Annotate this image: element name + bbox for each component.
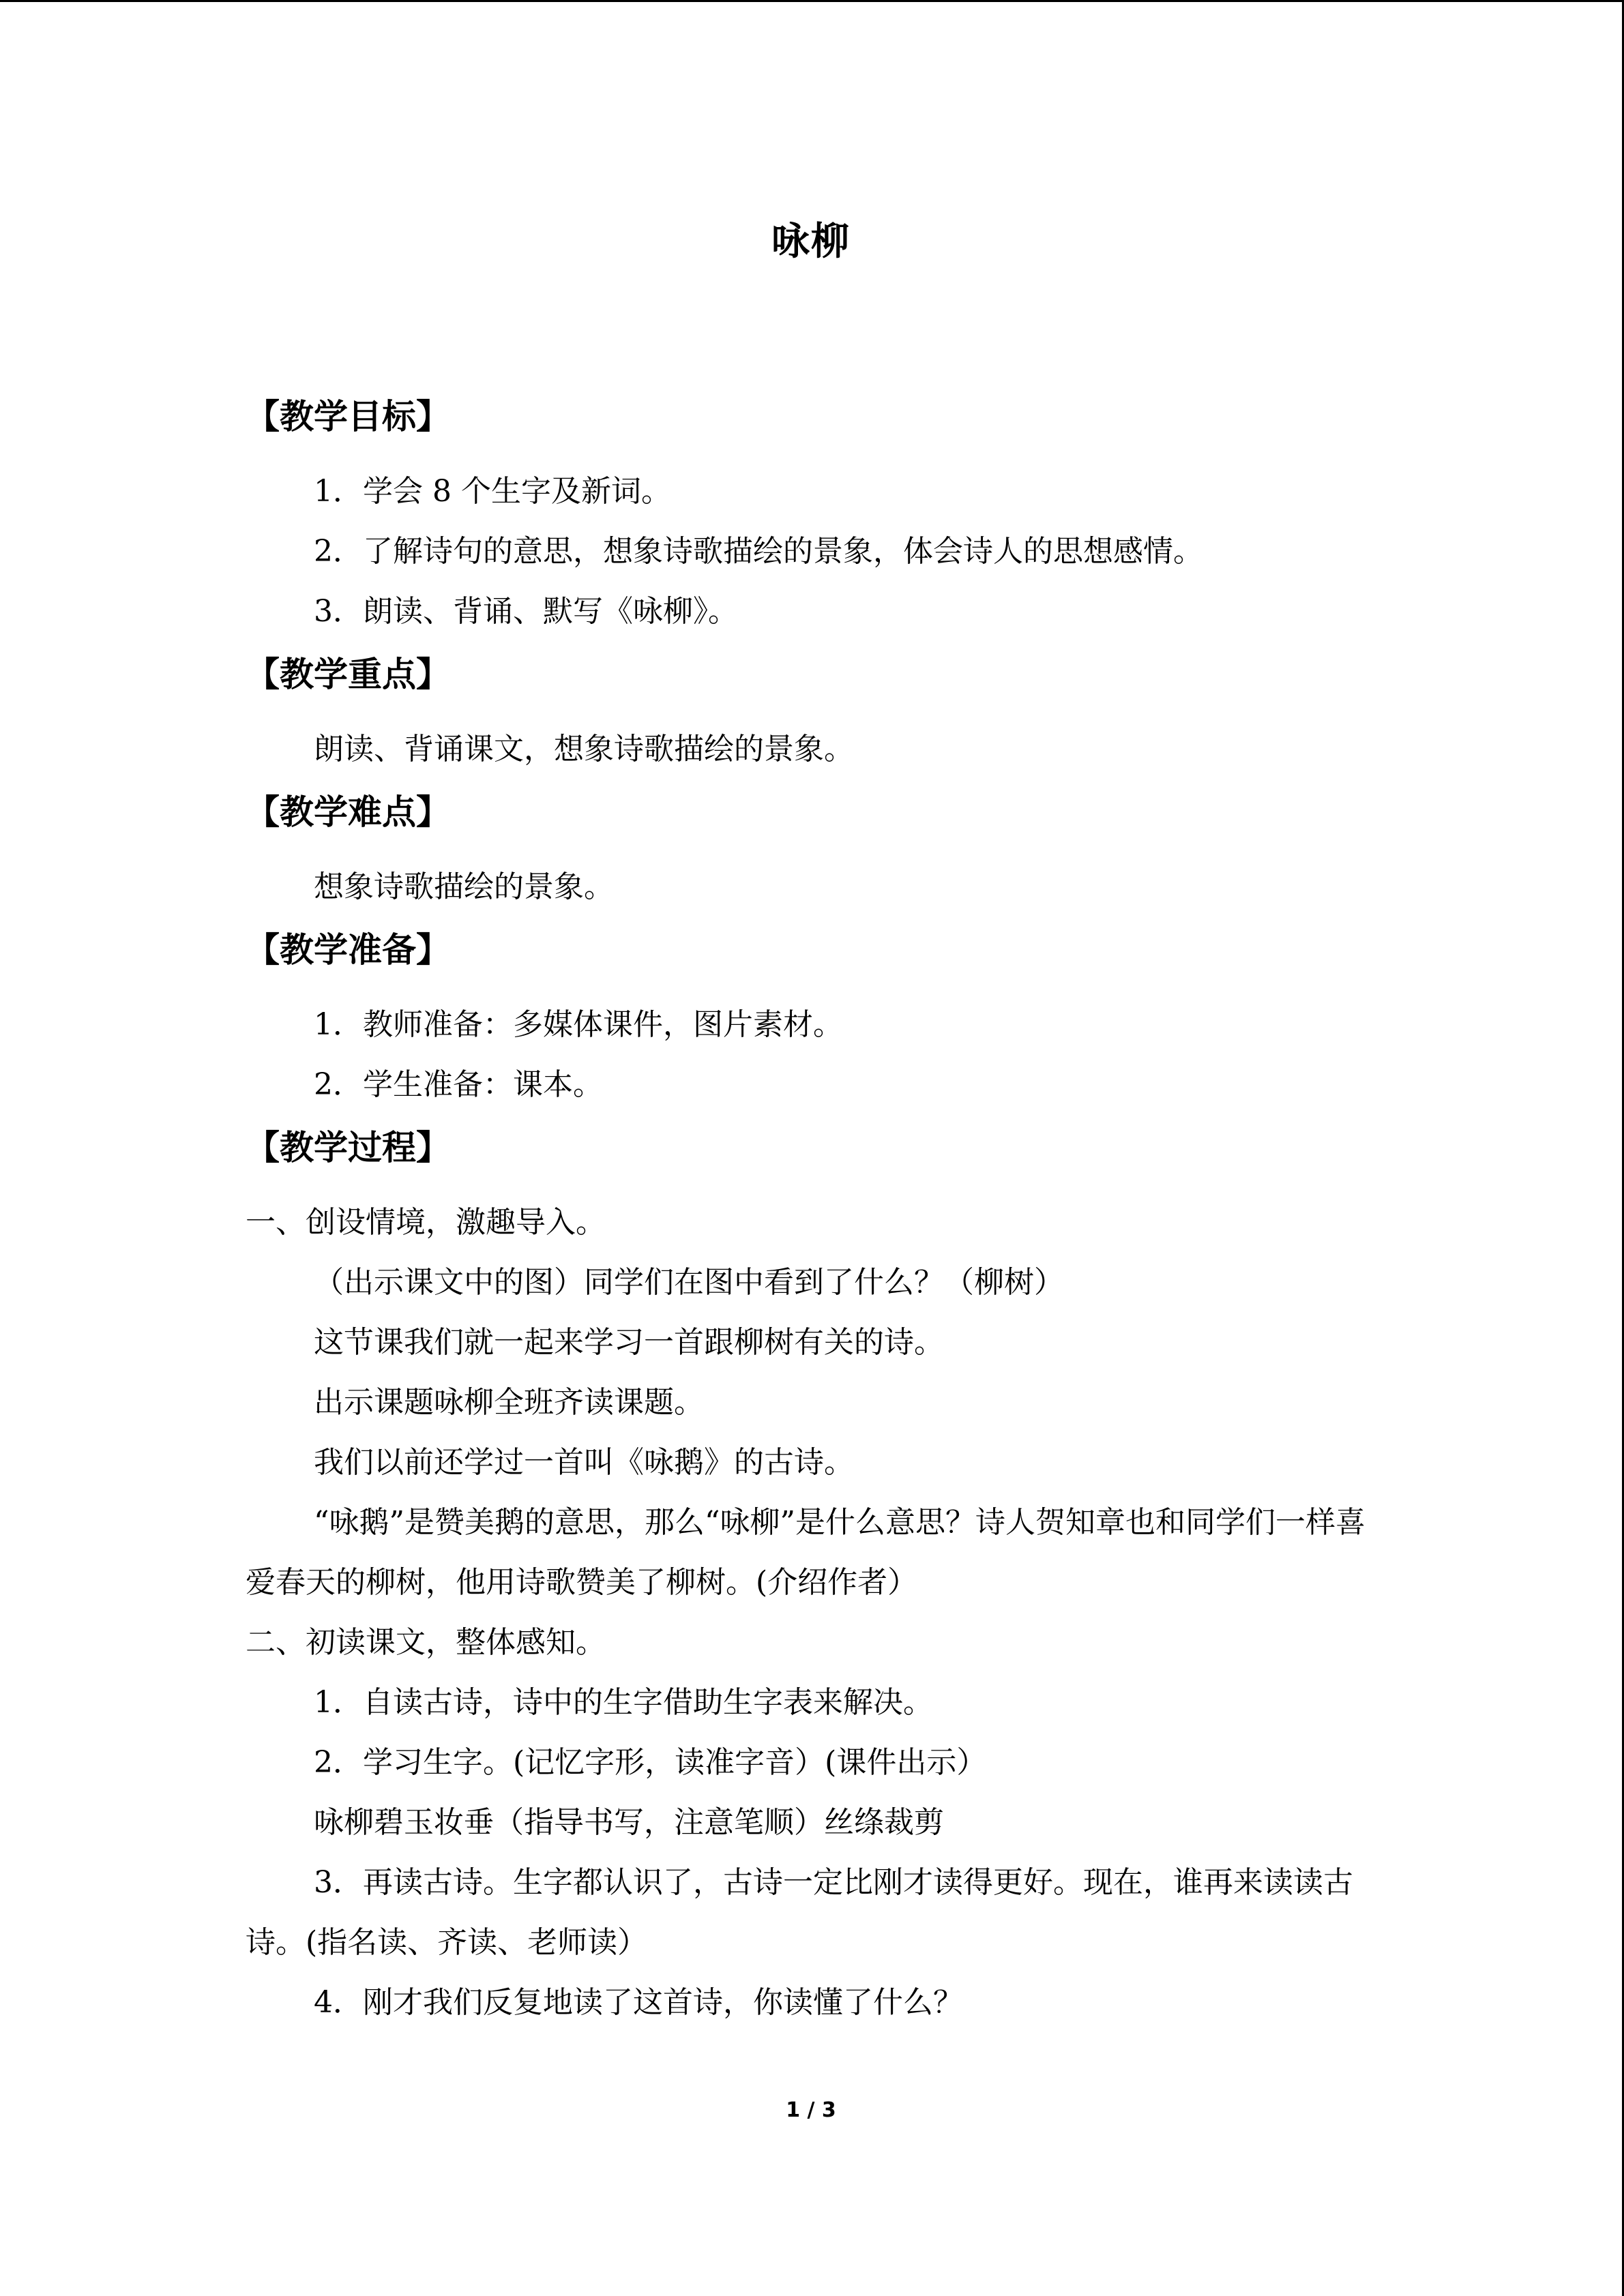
process-line: 咏柳碧玉妆垂（指导书写，注意笔顺）丝绦裁剪 (314, 1805, 944, 1840)
process-line: 我们以前还学过一首叫《咏鹅》的古诗。 (314, 1445, 854, 1480)
process-part1-title: 一、创设情境，激趣导入。 (246, 1205, 606, 1240)
process-line: 出示课题咏柳全班齐读课题。 (314, 1385, 704, 1420)
difficulties-text: 想象诗歌描绘的景象。 (314, 869, 614, 904)
page-number: 1 / 3 (786, 2098, 836, 2122)
key-points-text: 朗读、背诵课文，想象诗歌描绘的景象。 (314, 732, 854, 766)
goal-item: 2．了解诗句的意思，想象诗歌描绘的景象，体会诗人的思想感情。 (314, 534, 1203, 569)
process-line: “咏鹅”是赞美鹅的意思，那么“咏柳”是什么意思？诗人贺知章也和同学们一样喜爱春天的柳树，他用诗歌赞美了柳树。(介绍作者） (246, 1505, 1365, 1600)
section-heading-preparation: 【教学准备】 (246, 930, 450, 970)
document-body (246, 384, 1378, 2033)
preparation-item: 2．学生准备：课本。 (314, 1067, 603, 1102)
process-line: 4．刚才我们反复地读了这首诗，你读懂了什么？ (314, 1985, 963, 2020)
section-heading-goals: 【教学目标】 (246, 397, 450, 436)
process-line: 这节课我们就一起来学习一首跟柳树有关的诗。 (314, 1325, 944, 1360)
process-line: 3．再读古诗。生字都认识了，古诗一定比刚才读得更好。现在，谁再来读读古诗。(指名读、齐读、老师读） (246, 1865, 1353, 1960)
process-line: 1．自读古诗，诗中的生字借助生字表来解决。 (314, 1685, 933, 1720)
page-title: 咏柳 (771, 220, 851, 264)
section-heading-process: 【教学过程】 (246, 1128, 450, 1167)
preparation-item: 1．教师准备：多媒体课件，图片素材。 (314, 1007, 843, 1042)
process-part2-title: 二、初读课文，整体感知。 (246, 1625, 606, 1660)
process-line: 2．学习生字。(记忆字形，读准字音）(课件出示） (314, 1745, 987, 1780)
process-line: （出示课文中的图）同学们在图中看到了什么？（柳树） (314, 1265, 1064, 1300)
section-heading-key-points: 【教学重点】 (246, 655, 450, 694)
goal-item: 1．学会 8 个生字及新词。 (314, 474, 671, 509)
goal-item: 3．朗读、背诵、默写《咏柳》。 (314, 594, 738, 629)
section-heading-difficulties: 【教学难点】 (246, 792, 450, 832)
